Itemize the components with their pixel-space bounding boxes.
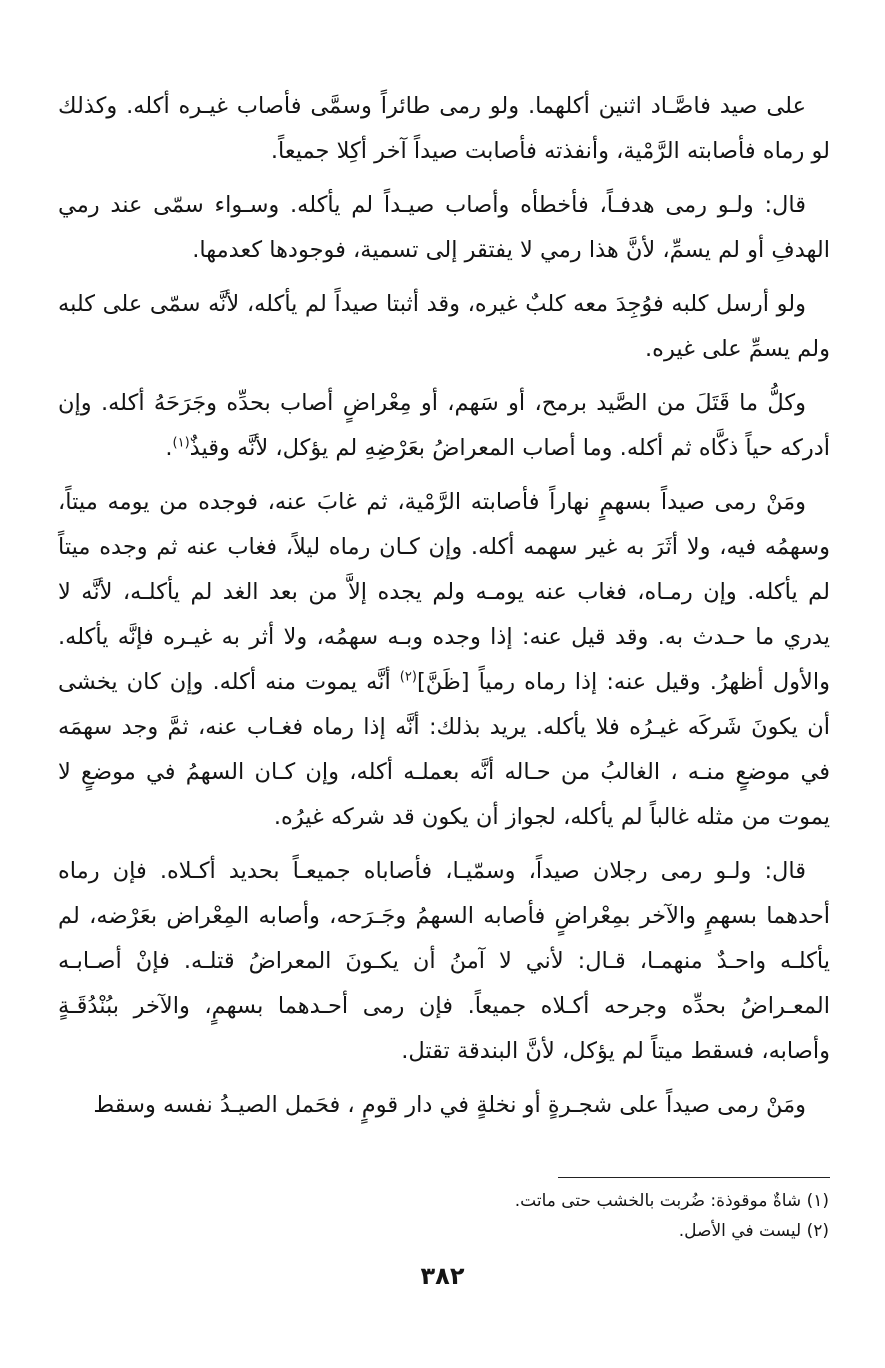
paragraph-7: ومَنْ رمى صيداً على شجـرةٍ أو نخلةٍ في دار قومٍ ، فحَمل الصيـدُ نفسه وسقط [93, 1092, 806, 1118]
footnote-2: (٢) ليست في الأصل. [678, 1221, 829, 1241]
footnote-separator [558, 1177, 830, 1178]
paragraph-4-text: وكلُّ ما قَتَلَ من الصَّيد برمح، أو سَهم، أو مِعْراضٍ أصاب بحدِّه وجَرَحَهُ أكله. وإن أدركه حياً ذكَّاه ثم أكله. وما أصاب المعراضُ بعَرْضِهِ لم يؤكل، لأنَّه وقيذٌ [58, 390, 830, 461]
paragraph-4 [58, 381, 830, 471]
paragraph-3: ولو أرسل كلبه فوُجِدَ معه كلبٌ غيره، وقد أثبتا صيداً لم يأكله، لأنَّه سمّى على كلبه ولم يسمِّ على غيره. [58, 291, 830, 362]
paragraph-5-text: ومَنْ رمى صيداً بسهمٍ نهاراً فأصابته الرَّمْية، ثم غابَ عنه، فوجده من يومه ميتاً، وسهمُه فيه، ولا أثَرَ به غير سهمه أكله. وإن كـان رماه ليلاً، فغاب عنه ثم وجده ميتاً لم يأكله. وإن رمـاه، فغاب عنه يومـه ولم يجده إلاَّ من بعد الغد لم يأكلـه، لأنَّه لا يدري ما حـدث به. وقد قيل عنه: إذا وجده وبـه سهمُه، ولا أثر به غيـره فإنَّه يأكله. والأول أظهرُ. وقيل عنه: إذا رماه رمياً [ظَنَّ] [58, 489, 830, 695]
footnote-ref-2: (٢) [399, 669, 417, 685]
paragraph-2: قال: ولـو رمى هدفـاً، فأخطأه وأصاب صيـداً لم يأكله. وسـواء سمّى عند رمي الهدفِ أو لم يسمِّ، لأنَّ هذا رمي لا يفتقر إلى تسمية، فوجودها كعدمها. [58, 192, 830, 263]
paragraph-5-tail: أنَّه يموت منه أكله. وإن كان يخشى أن يكونَ شَركَه غيـرُه فلا يأكله. يريد بذلك: أنَّه إذا رماه فغـاب عنه، ثمَّ وجد سهمَه في موضعٍ منـه ، الغالبُ من حـاله أنَّه بعملـه أكله، وإن كـان السهمُ في موضعٍ لا يموت من مثله غالباً لم يأكله، لجواز أن يكون قد شركه غيرُه. [58, 669, 830, 830]
page-number: ٣٨٢ [420, 1262, 465, 1290]
footnotes [229, 1186, 829, 1246]
paragraph-6: قال: ولـو رمى رجلان صيداً، وسمّيـا، فأصاباه جميعـاً بحديد أكـلاه. فإن رماه أحدهما بسهمٍ والآخر بمِعْراضٍ فأصابه السهمُ وجَـرَحه، وأصابه المِعْراض بعَرْضه، لم يأكلـه واحـدٌ منهمـا، قـال: لأني لا آمنُ أن يكـونَ المعراضُ قتلـه. فإنْ أصـابـه المعـراضُ بحدِّه وجرحه أكـلاه جميعاً. فإن رمى أحـدهما بسهمٍ، والآخر ببُنْدُقَـةٍ وأصابه، فسقط ميتاً لم يؤكل، لأنَّ البندقة تقتل. [58, 858, 830, 1064]
paragraph-1: على صيد فاصَّـاد اثنين أكلهما. ولو رمى طائراً وسمَّى فأصاب غيـره أكله. وكذلك لو رماه فأصابته الرَّمْية، وأنفذته فأصابت صيداً آخر أكِلا جميعاً. [58, 93, 830, 164]
book-page-body [58, 84, 830, 1128]
footnote-1: (١) شاةٌ موقوذة: ضُربت بالخشب حتى ماتت. [514, 1191, 829, 1211]
paragraph-5 [58, 480, 830, 840]
paragraph-4-tail: . [165, 435, 173, 461]
footnote-ref-1: (١) [172, 435, 190, 451]
